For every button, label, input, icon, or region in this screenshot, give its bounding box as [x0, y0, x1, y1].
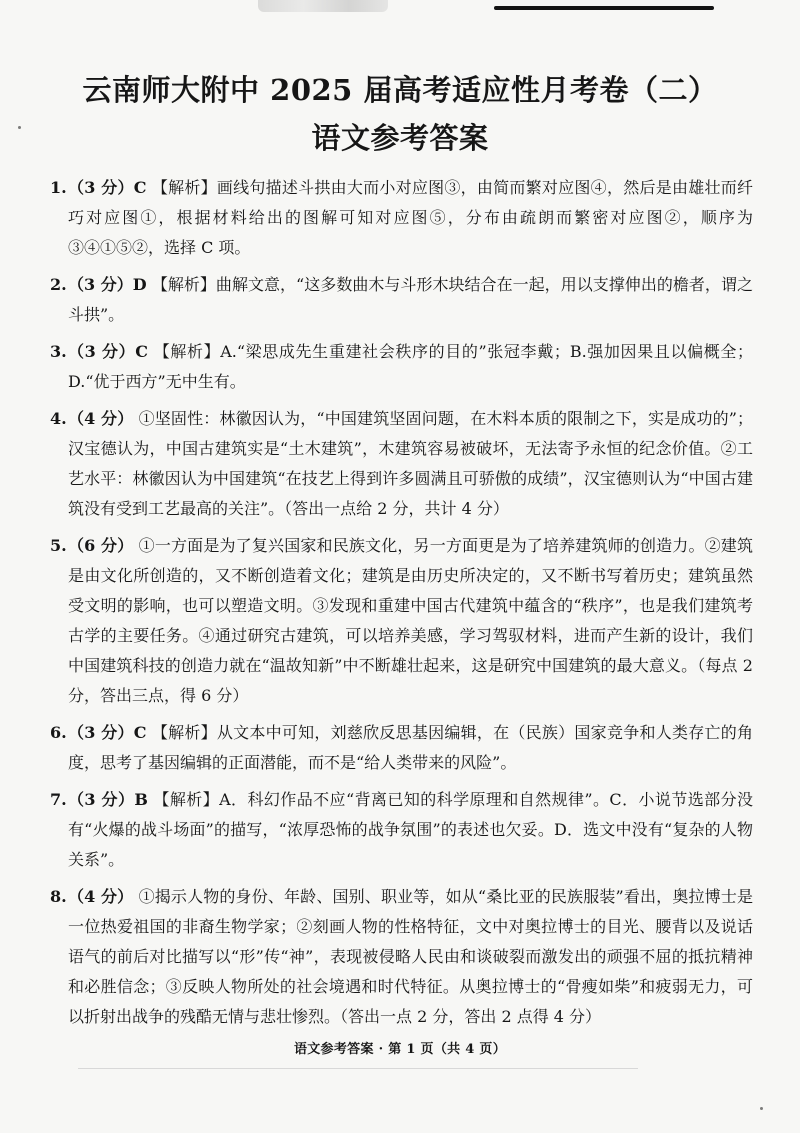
document-title: 云南师大附中 2025 届高考适应性月考卷（二） — [82, 73, 718, 107]
answer-score: （6 分） — [68, 536, 134, 555]
scan-rule — [494, 6, 714, 10]
answer-number: 4. — [50, 409, 67, 428]
answer-score: （3 分）B — [68, 790, 148, 809]
answer-score: （3 分）C — [68, 723, 147, 742]
scan-artifact — [258, 0, 388, 12]
answer-content — [68, 531, 753, 711]
answer-text: ①坚固性：林徽因认为，“中国建筑坚固问题，在木料本质的限制之下，实是成功的”；汉宝德认为，中国古建筑实是“土木建筑”，木建筑容易被破坏，无法寄予永恒的纪念价值。②工艺水平：林徽因认为中国建筑“在技艺上得到许多圆满且可骄傲的成绩”，汉宝德则认为“中国古建筑没有受到工艺最高的关注”。（答出一点给 2 分，共计 4 分） — [68, 409, 753, 518]
answer-text: 【解析】曲解文意，“这多数曲木与斗形木块结合在一起，用以支撑伸出的檐者，谓之斗拱”。 — [68, 275, 753, 324]
answer-item-7 — [50, 785, 753, 875]
answer-number: 6. — [50, 723, 67, 742]
answer-text: 【解析】A.“梁思成先生重建社会秩序的目的”张冠李戴；B.强加因果且以偏概全；D.“优于西方”无中生有。 — [68, 342, 753, 391]
answer-text: 【解析】A．科幻作品不应“背离已知的科学原理和自然规律”。C．小说节选部分没有“火爆的战斗场面”的描写，“浓厚恐怖的战争氛围”的表述也欠妥。D．选文中没有“复杂的人物关系”。 — [68, 790, 753, 869]
answer-item-8 — [50, 882, 753, 1032]
answer-number: 5. — [50, 536, 67, 555]
scan-speck — [18, 126, 21, 129]
answer-item-6 — [50, 718, 753, 778]
answer-number: 8. — [50, 887, 67, 906]
bottom-divider — [78, 1068, 638, 1069]
page-footer: 语文参考答案 · 第 1 页（共 4 页） — [293, 1042, 507, 1057]
answer-item-1 — [50, 173, 753, 263]
answer-content — [68, 882, 753, 1032]
answer-number: 3. — [50, 342, 67, 361]
answer-text: 【解析】画线句描述斗拱由大而小对应图③，由简而繁对应图④，然后是由雄壮而纤巧对应图①，根据材料给出的图解可知对应图⑤，分布由疏朗而繁密对应图②，顺序为③④①⑤②，选择 C 项。 — [68, 178, 753, 257]
answer-number: 2. — [50, 275, 67, 294]
answer-score: （4 分） — [68, 887, 134, 906]
answer-score: （3 分）C — [68, 178, 147, 197]
answer-score: （3 分）D — [68, 275, 147, 294]
answer-text: ①一方面是为了复兴国家和民族文化，另一方面更是为了培养建筑师的创造力。②建筑是由文化所创造的，又不断创造着文化；建筑是由历史所决定的，又不断书写着历史；建筑虽然受文明的影响，也可以塑造文明。③发现和重建中国古代建筑中蕴含的“秩序”，也是我们建筑考古学的主要任务。④通过研究古建筑，可以培养美感，学习驾驭材料，进而产生新的设计，我们中国建筑科技的创造力就在“温故知新”中不断雄壮起来，这是研究中国建筑的最大意义。（每点 2 分，答出三点，得 6 分） — [68, 536, 753, 705]
answer-item-3 — [50, 337, 753, 397]
answer-content — [68, 404, 753, 524]
answer-text: 【解析】从文本中可知，刘慈欣反思基因编辑，在（民族）国家竞争和人类存亡的角度，思考了基因编辑的正面潜能，而不是“给人类带来的风险”。 — [68, 723, 753, 772]
answer-item-5 — [50, 531, 753, 711]
document-header — [0, 66, 800, 162]
answer-item-2 — [50, 270, 753, 330]
answer-content — [68, 337, 753, 397]
answer-content — [68, 270, 753, 330]
answer-score: （4 分） — [68, 409, 134, 428]
answer-content — [68, 785, 753, 875]
answer-list — [50, 173, 753, 1039]
answer-number: 1. — [50, 178, 67, 197]
answer-item-4 — [50, 404, 753, 524]
answer-content — [68, 718, 753, 778]
answer-number: 7. — [50, 790, 67, 809]
document-subtitle: 语文参考答案 — [311, 121, 489, 155]
answer-content — [68, 173, 753, 263]
scan-speck — [760, 1107, 763, 1110]
answer-score: （3 分）C — [68, 342, 148, 361]
answer-text: ①揭示人物的身份、年龄、国别、职业等，如从“桑比亚的民族服装”看出，奥拉博士是一位热爱祖国的非裔生物学家；②刻画人物的性格特征，文中对奥拉博士的目光、腰背以及说话语气的前后对比描写以“形”传“神”，表现被侵略人民由和谈破裂而激发出的顽强不屈的抵抗精神和必胜信念；③反映人物所处的社会境遇和时代特征。从奥拉博士的“骨瘦如柴”和疲弱无力，可以折射出战争的残酷无情与悲壮惨烈。（答出一点 2 分，答出 2 点得 4 分） — [68, 887, 753, 1026]
